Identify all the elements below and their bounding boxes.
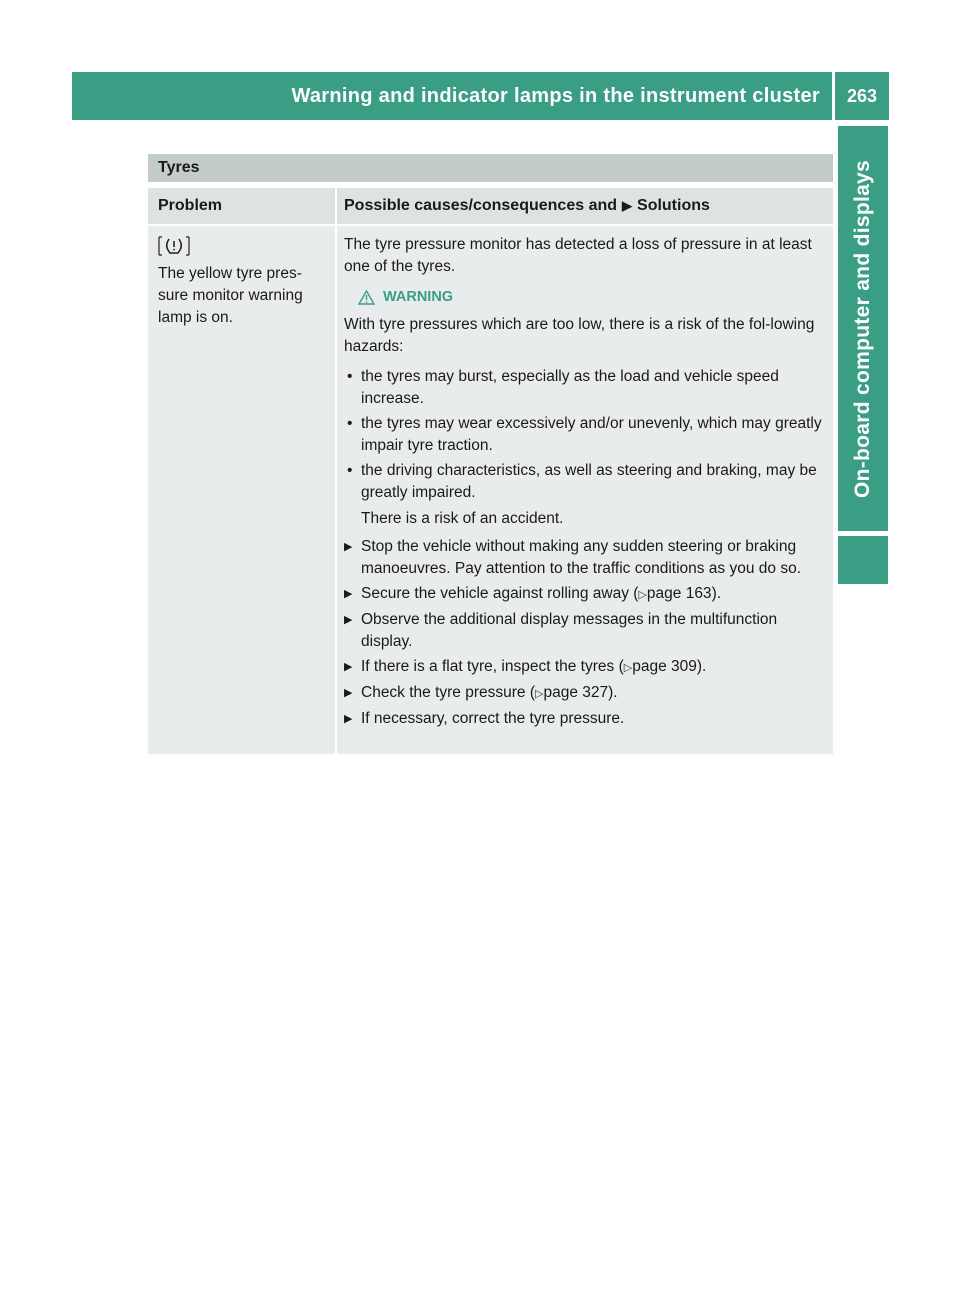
header-bar [72,72,832,120]
step-item [344,708,827,730]
step-arrow-icon: ▶ [344,541,353,553]
step-item [344,536,827,580]
step-text-end: ). [608,684,618,701]
problem-cell [148,226,335,754]
list-item: • the tyres may burst, especially as the load and vehicle speed increase. [344,366,827,410]
step-text: Observe the additional display messages in the multifunction display. [361,611,778,650]
step-arrow-icon: ▶ [344,614,353,626]
page-ref-link[interactable]: page 163 [646,585,712,602]
step-text: Check the tyre pressure ( [361,684,536,701]
step-text: Stop the vehicle without making any sudden steering or braking manoeuvres. Pay attention to the traffic conditions as you do so. [361,538,802,577]
page-ref-icon: ▷ [638,589,647,601]
tyre-pressure-warning-icon [158,236,190,256]
accident-note: There is a risk of an accident. [361,510,564,527]
list-item: • the driving characteristics, as well as steering and braking, may be greatly impaired. [344,460,827,504]
step-text: Secure the vehicle against rolling away ( [361,585,639,602]
warning-label: WARNING [383,289,454,305]
step-arrow-icon: ▶ [344,713,353,725]
step-text-end: ). [711,585,722,602]
warning-text: With tyre pressures which are too low, there is a risk of the fol-lowing hazards: [344,316,815,355]
warning-heading [344,286,827,308]
step-text: If necessary, correct the tyre pressure. [361,710,625,727]
page-ref-link[interactable]: page 309 [632,658,697,675]
page-ref-icon: ▷ [623,662,633,674]
page-ref-link[interactable]: page 327 [543,684,609,701]
column-header-solutions [337,188,833,224]
step-text-end: ). [696,658,707,675]
solutions-cell [337,226,833,754]
step-text: If there is a flat tyre, inspect the tyres ( [361,658,624,675]
warning-triangle-icon [358,290,375,305]
table-title: Tyres [148,154,833,182]
problem-text: The yellow tyre pres- sure monitor warning lamp is on. [158,265,303,326]
arrow-right-icon: ▶ [622,198,633,213]
step-arrow-icon: ▶ [344,661,353,673]
column-header-problem-label: Problem [158,197,223,214]
page-title: Warning and indicator lamps in the instrument cluster [291,84,820,107]
step-item [344,656,827,679]
step-item [344,682,827,705]
side-tab-label: On-board computer and displays [851,159,874,498]
list-item: • the tyres may wear excessively and/or unevenly, which may greatly impair tyre traction. [344,413,827,457]
side-tab-marker [838,536,888,584]
step-item [344,583,827,606]
step-item [344,609,827,653]
page-number: 263 [835,72,889,120]
column-header-causes-label: Possible causes/consequences and [344,197,618,214]
step-arrow-icon: ▶ [344,687,353,699]
page-ref-icon: ▷ [535,688,544,700]
hazard-list [344,366,827,504]
intro-text: The tyre pressure monitor has detected a loss of pressure in at least one of the tyres. [344,236,812,275]
side-tab-label-wrap [838,126,888,531]
column-header-solutions-label: Solutions [637,197,710,214]
step-arrow-icon: ▶ [344,588,353,600]
column-header-problem [148,188,335,224]
